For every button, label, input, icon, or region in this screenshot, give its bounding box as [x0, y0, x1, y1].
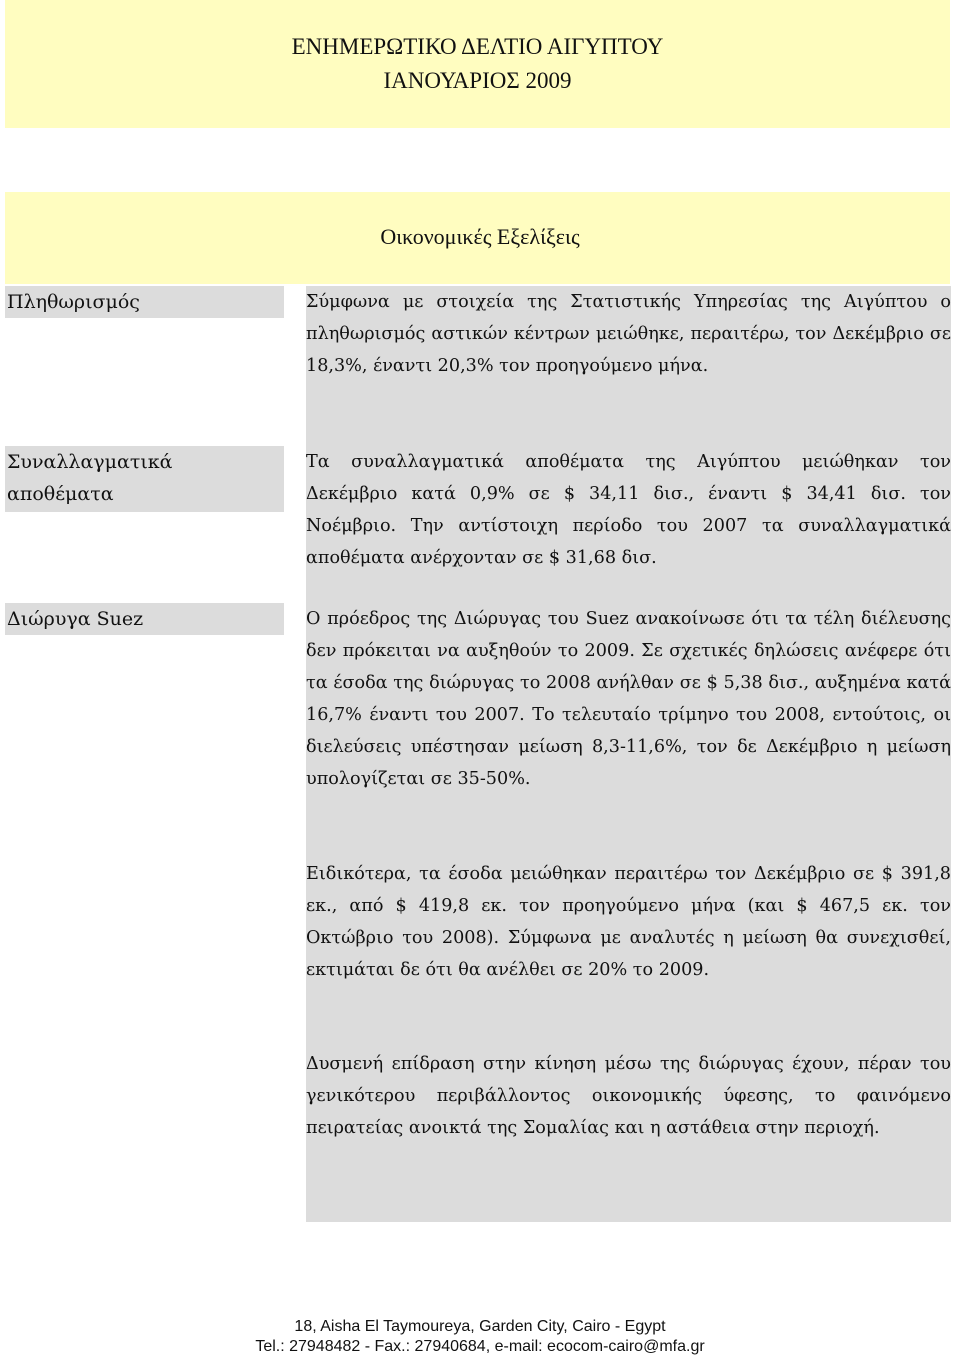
bulletin-header: [5, 0, 950, 128]
footer-address: 18, Aisha El Taymoureya, Garden City, Cairo - Egypt: [294, 1318, 666, 1335]
label-suez-canal: Διώρυγα Suez: [5, 603, 284, 635]
paragraph-fx-reserves: Τα συναλλαγματικά αποθέματα της Αιγύπτου μειώθηκαν τον Δεκέμβριο κατά 0,9% σε $ 34,11 δισ., έναντι $ 34,41 δισ. τον Νοέμβριο. Την αντίστοιχη περίοδο του 2007 τα συναλλαγματικά αποθέματα ανέρχονταν σε $ 31,68 δισ.: [306, 446, 951, 574]
label-fx-reserves: Συναλλαγματικά αποθέματα: [5, 446, 284, 512]
paragraph-suez-1: Ο πρόεδρος της Διώρυγας του Suez ανακοίνωσε ότι τα τέλη διέλευσης δεν πρόκειται να αυξηθούν το 2009. Σε σχετικές δηλώσεις ανέφερε ότι τα έσοδα της διώρυγας το 2008 ανήλθαν σε $ 5,38 δισ., αυξημένα κατά 16,7% έναντι του 2007. Το τελευταίο τρίμηνο του 2008, εντούτοις, οι διελεύσεις υπέστησαν μείωση 8,3-11,6%, τον δε Δεκέμβριο η μείωση υπολογίζεται σε 35-50%.: [306, 603, 951, 827]
bulletin-title: ΕΝΗΜΕΡΩΤΙΚΟ ΔΕΛΤΙΟ ΑΙΓΥΠΤΟΥ: [291, 34, 664, 59]
paragraph-inflation: Σύμφωνα με στοιχεία της Στατιστικής Υπηρεσίας της Αιγύπτου ο πληθωρισμός αστικών κέντρων μειώθηκε, περαιτέρω, τον Δεκέμβριο σε 18,3%, έναντι 20,3% τον προηγούμενο μήνα.: [306, 286, 951, 414]
bulletin-date: ΙΑΝΟΥΑΡΙΟΣ 2009: [383, 68, 572, 93]
paragraph-suez-2: Ειδικότερα, τα έσοδα μειώθηκαν περαιτέρω τον Δεκέμβριο σε $ 391,8 εκ., από $ 419,8 εκ. τον προηγούμενο μήνα (και $ 467,5 εκ. τον Οκτώβριο του 2008). Σύμφωνα με αναλυτές η μείωση θα συνεχισθεί, εκτιμάται δε ότι θα ανέλθει σε 20% το 2009.: [306, 858, 951, 1018]
section-title: Οικονομικές Εξελίξεις: [380, 224, 580, 249]
paragraph-suez-3: Δυσμενή επίδραση στην κίνηση μέσω της διώρυγας έχουν, πέραν του γενικότερου περιβάλλοντος οικονομικής ύφεσης, το φαινόμενο πειρατείας ανοικτά της Σομαλίας και η αστάθεια στην περιοχή.: [306, 1048, 951, 1176]
footer-contact: Tel.: 27948482 - Fax.: 27940684, e-mail: ecocom-cairo@mfa.gr: [255, 1338, 705, 1355]
label-inflation: Πληθωρισμός: [5, 286, 284, 318]
